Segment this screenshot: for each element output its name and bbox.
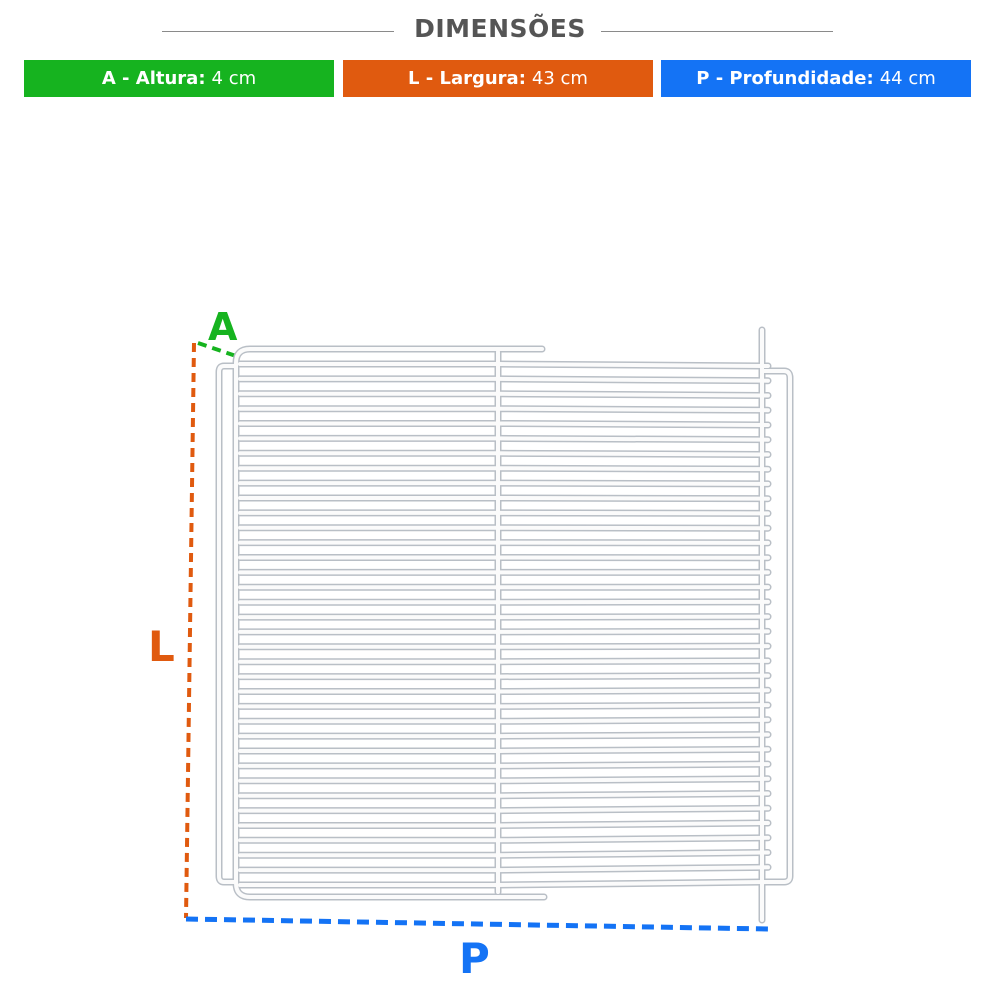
largura-guide-line [186, 343, 194, 918]
altura-key: A - Altura: [101, 68, 206, 89]
wire-rod [240, 498, 768, 499]
wire-rod [240, 646, 768, 647]
wire-rod [240, 720, 768, 722]
wire-rod [240, 513, 768, 514]
wire-rod [240, 631, 768, 632]
wire-rod [240, 735, 768, 737]
profundidade-key: P - Profundidade: [696, 68, 874, 89]
wire-rod [240, 690, 768, 691]
wire-rod [240, 808, 768, 810]
wire-rod [240, 424, 768, 426]
wire-rod [240, 528, 768, 529]
wire-shelf [219, 330, 790, 920]
wire-rod [240, 661, 768, 662]
wire-rod [240, 438, 768, 439]
wire-rod [240, 764, 768, 766]
page-title: DIMENSÕES [414, 14, 586, 43]
wire-rod [240, 379, 768, 381]
wire-rod [240, 394, 768, 396]
wire-rod [240, 468, 768, 469]
wire-rod [240, 749, 768, 751]
wire-rod [240, 617, 768, 618]
wire-rod [240, 453, 768, 454]
wire-rod [240, 705, 768, 706]
altura-letter: A [208, 305, 238, 349]
largura-key: L - Largura: [408, 68, 526, 89]
largura-value: 43 cm [531, 68, 588, 89]
wire-rod [240, 794, 768, 796]
altura-value: 4 cm [211, 68, 257, 89]
wire-rod [240, 779, 768, 781]
wire-rod [240, 409, 768, 411]
largura-letter: L [148, 622, 175, 671]
wire-rod [240, 676, 768, 677]
profundidade-guide-line [186, 919, 768, 929]
profundidade-letter: P [459, 934, 490, 983]
wire-rod [240, 364, 768, 366]
profundidade-value: 44 cm [879, 68, 936, 89]
wire-rod [240, 483, 768, 484]
